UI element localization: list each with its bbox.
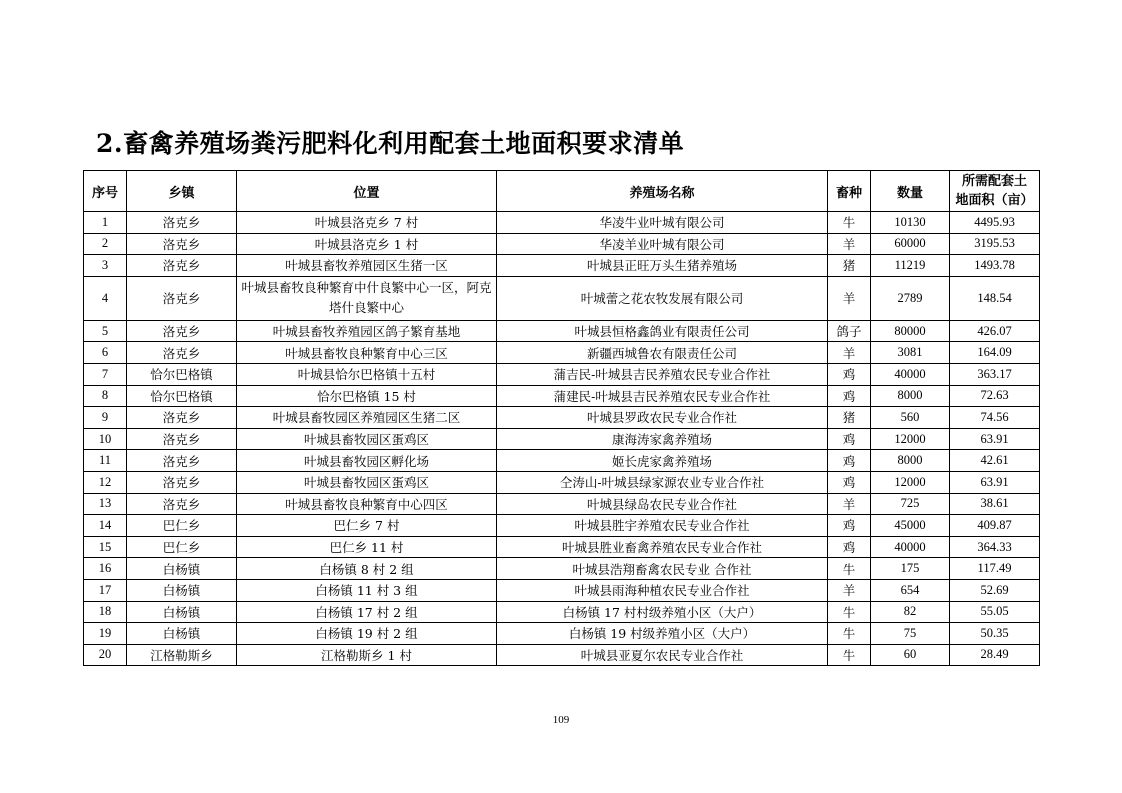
cell-town: 洛克乡 [127, 342, 237, 364]
cell-species: 牛 [828, 623, 871, 645]
cell-farm: 叶城蕾之花农牧发展有限公司 [497, 276, 828, 320]
cell-town: 洛克乡 [127, 276, 237, 320]
header-species: 畜种 [828, 171, 871, 212]
cell-count: 10130 [871, 212, 950, 234]
table-row [84, 536, 1040, 558]
cell-area: 426.07 [950, 320, 1040, 342]
cell-farm: 新疆西城鲁农有限责任公司 [497, 342, 828, 364]
cell-no: 14 [84, 515, 127, 537]
cell-area: 72.63 [950, 385, 1040, 407]
cell-town: 洛克乡 [127, 212, 237, 234]
cell-town: 白杨镇 [127, 623, 237, 645]
cell-species: 鸡 [828, 536, 871, 558]
cell-location: 叶城县畜牧良种繁育中什良繁中心一区，阿克塔什良繁中心 [237, 276, 497, 320]
cell-farm: 叶城县绿岛农民专业合作社 [497, 493, 828, 515]
cell-count: 40000 [871, 536, 950, 558]
cell-area: 4495.93 [950, 212, 1040, 234]
cell-species: 羊 [828, 342, 871, 364]
table-row [84, 363, 1040, 385]
cell-count: 60000 [871, 233, 950, 255]
cell-count: 560 [871, 407, 950, 429]
cell-area: 42.61 [950, 450, 1040, 472]
cell-no: 8 [84, 385, 127, 407]
cell-area: 409.87 [950, 515, 1040, 537]
header-area-line2: 地面积（亩） [955, 193, 1034, 208]
cell-location: 叶城县洛克乡 1 村 [237, 233, 497, 255]
cell-location: 恰尔巴格镇 15 村 [237, 385, 497, 407]
table-row [84, 558, 1040, 580]
cell-area: 3195.53 [950, 233, 1040, 255]
cell-no: 17 [84, 579, 127, 601]
cell-area: 55.05 [950, 601, 1040, 623]
cell-species: 鸡 [828, 363, 871, 385]
cell-location: 叶城县畜牧园区孵化场 [237, 450, 497, 472]
cell-count: 75 [871, 623, 950, 645]
cell-species: 猪 [828, 407, 871, 429]
cell-species: 鸡 [828, 450, 871, 472]
cell-farm: 华凌羊业叶城有限公司 [497, 233, 828, 255]
cell-area: 63.91 [950, 428, 1040, 450]
cell-count: 11219 [871, 255, 950, 277]
table-row [84, 623, 1040, 645]
cell-area: 148.54 [950, 276, 1040, 320]
cell-count: 60 [871, 644, 950, 666]
cell-farm: 仝涛山-叶城县绿家源农业专业合作社 [497, 471, 828, 493]
cell-count: 8000 [871, 385, 950, 407]
cell-farm: 叶城县亚夏尔农民专业合作社 [497, 644, 828, 666]
table-row [84, 579, 1040, 601]
cell-town: 洛克乡 [127, 255, 237, 277]
cell-town: 白杨镇 [127, 558, 237, 580]
cell-town: 白杨镇 [127, 579, 237, 601]
cell-no: 19 [84, 623, 127, 645]
cell-no: 16 [84, 558, 127, 580]
cell-area: 363.17 [950, 363, 1040, 385]
header-town: 乡镇 [127, 171, 237, 212]
cell-count: 175 [871, 558, 950, 580]
cell-area: 28.49 [950, 644, 1040, 666]
cell-location: 白杨镇 19 村 2 组 [237, 623, 497, 645]
cell-count: 12000 [871, 471, 950, 493]
cell-count: 2789 [871, 276, 950, 320]
cell-town: 洛克乡 [127, 233, 237, 255]
header-area [950, 171, 1040, 212]
cell-town: 洛克乡 [127, 428, 237, 450]
cell-species: 牛 [828, 644, 871, 666]
cell-location: 叶城县畜牧养殖园区生猪一区 [237, 255, 497, 277]
cell-count: 82 [871, 601, 950, 623]
cell-farm: 叶城县雨海种植农民专业合作社 [497, 579, 828, 601]
cell-no: 5 [84, 320, 127, 342]
cell-species: 牛 [828, 558, 871, 580]
table-row [84, 320, 1040, 342]
cell-no: 13 [84, 493, 127, 515]
table-row [84, 342, 1040, 364]
cell-town: 洛克乡 [127, 450, 237, 472]
table-row [84, 493, 1040, 515]
cell-location: 白杨镇 11 村 3 组 [237, 579, 497, 601]
header-count: 数量 [871, 171, 950, 212]
cell-area: 38.61 [950, 493, 1040, 515]
cell-location: 白杨镇 8 村 2 组 [237, 558, 497, 580]
land-requirement-table [83, 170, 1040, 666]
cell-town: 江格勒斯乡 [127, 644, 237, 666]
cell-farm: 叶城县胜宇养殖农民专业合作社 [497, 515, 828, 537]
cell-species: 鸡 [828, 428, 871, 450]
header-location: 位置 [237, 171, 497, 212]
cell-location: 叶城县畜牧园区蛋鸡区 [237, 471, 497, 493]
cell-count: 8000 [871, 450, 950, 472]
table-row [84, 450, 1040, 472]
table-row [84, 233, 1040, 255]
page-title: 2.畜禽养殖场粪污肥料化利用配套土地面积要求清单 [96, 129, 685, 158]
cell-farm: 华凌牛业叶城有限公司 [497, 212, 828, 234]
cell-no: 4 [84, 276, 127, 320]
table-row [84, 515, 1040, 537]
cell-species: 鸡 [828, 515, 871, 537]
cell-no: 1 [84, 212, 127, 234]
table-row [84, 276, 1040, 320]
cell-species: 牛 [828, 212, 871, 234]
cell-no: 7 [84, 363, 127, 385]
table-row [84, 255, 1040, 277]
cell-location: 叶城县畜牧良种繁育中心四区 [237, 493, 497, 515]
cell-no: 11 [84, 450, 127, 472]
cell-count: 12000 [871, 428, 950, 450]
cell-location: 巴仁乡 7 村 [237, 515, 497, 537]
cell-area: 52.69 [950, 579, 1040, 601]
cell-location: 江格勒斯乡 1 村 [237, 644, 497, 666]
cell-no: 20 [84, 644, 127, 666]
cell-count: 654 [871, 579, 950, 601]
cell-no: 18 [84, 601, 127, 623]
cell-species: 鸡 [828, 385, 871, 407]
cell-location: 白杨镇 17 村 2 组 [237, 601, 497, 623]
cell-town: 巴仁乡 [127, 536, 237, 558]
cell-species: 牛 [828, 601, 871, 623]
cell-species: 羊 [828, 233, 871, 255]
cell-species: 羊 [828, 579, 871, 601]
cell-location: 巴仁乡 11 村 [237, 536, 497, 558]
cell-town: 白杨镇 [127, 601, 237, 623]
cell-area: 63.91 [950, 471, 1040, 493]
table-row [84, 471, 1040, 493]
cell-location: 叶城县畜牧良种繁育中心三区 [237, 342, 497, 364]
cell-farm: 白杨镇 17 村村级养殖小区（大户） [497, 601, 828, 623]
cell-count: 80000 [871, 320, 950, 342]
cell-town: 洛克乡 [127, 471, 237, 493]
table-body [84, 212, 1040, 666]
cell-count: 3081 [871, 342, 950, 364]
cell-no: 12 [84, 471, 127, 493]
table-row [84, 428, 1040, 450]
cell-species: 羊 [828, 493, 871, 515]
cell-no: 3 [84, 255, 127, 277]
cell-no: 10 [84, 428, 127, 450]
cell-location: 叶城县洛克乡 7 村 [237, 212, 497, 234]
cell-town: 洛克乡 [127, 493, 237, 515]
cell-farm: 蒲建民-叶城县吉民养殖农民专业合作社 [497, 385, 828, 407]
cell-count: 725 [871, 493, 950, 515]
cell-no: 6 [84, 342, 127, 364]
cell-town: 恰尔巴格镇 [127, 385, 237, 407]
cell-town: 洛克乡 [127, 407, 237, 429]
cell-no: 15 [84, 536, 127, 558]
cell-location: 叶城县恰尔巴格镇十五村 [237, 363, 497, 385]
cell-area: 74.56 [950, 407, 1040, 429]
cell-count: 45000 [871, 515, 950, 537]
table-row [84, 385, 1040, 407]
table-row [84, 601, 1040, 623]
cell-area: 1493.78 [950, 255, 1040, 277]
cell-farm: 蒲吉民-叶城县吉民养殖农民专业合作社 [497, 363, 828, 385]
cell-location: 叶城县畜牧园区蛋鸡区 [237, 428, 497, 450]
header-no: 序号 [84, 171, 127, 212]
table-row [84, 407, 1040, 429]
cell-area: 50.35 [950, 623, 1040, 645]
cell-farm: 叶城县正旺万头生猪养殖场 [497, 255, 828, 277]
header-farm: 养殖场名称 [497, 171, 828, 212]
cell-farm: 康海涛家禽养殖场 [497, 428, 828, 450]
cell-no: 2 [84, 233, 127, 255]
cell-farm: 姬长虎家禽养殖场 [497, 450, 828, 472]
header-area-line1: 所需配套土 [961, 174, 1027, 189]
cell-farm: 叶城县胜业畜禽养殖农民专业合作社 [497, 536, 828, 558]
cell-no: 9 [84, 407, 127, 429]
cell-farm: 叶城县恒格鑫鸽业有限责任公司 [497, 320, 828, 342]
cell-farm: 叶城县罗政农民专业合作社 [497, 407, 828, 429]
table-row [84, 644, 1040, 666]
cell-species: 猪 [828, 255, 871, 277]
cell-farm: 叶城县浩翔畜禽农民专业 合作社 [497, 558, 828, 580]
cell-species: 羊 [828, 276, 871, 320]
cell-location: 叶城县畜牧园区养殖园区生猪二区 [237, 407, 497, 429]
table-row [84, 212, 1040, 234]
cell-town: 洛克乡 [127, 320, 237, 342]
cell-town: 恰尔巴格镇 [127, 363, 237, 385]
table-header-row [84, 171, 1040, 212]
cell-location: 叶城县畜牧养殖园区鸽子繁育基地 [237, 320, 497, 342]
cell-species: 鸡 [828, 471, 871, 493]
page-number: 109 [552, 714, 570, 726]
cell-area: 364.33 [950, 536, 1040, 558]
cell-farm: 白杨镇 19 村级养殖小区（大户） [497, 623, 828, 645]
cell-area: 164.09 [950, 342, 1040, 364]
cell-town: 巴仁乡 [127, 515, 237, 537]
cell-count: 40000 [871, 363, 950, 385]
cell-area: 117.49 [950, 558, 1040, 580]
cell-species: 鸽子 [828, 320, 871, 342]
